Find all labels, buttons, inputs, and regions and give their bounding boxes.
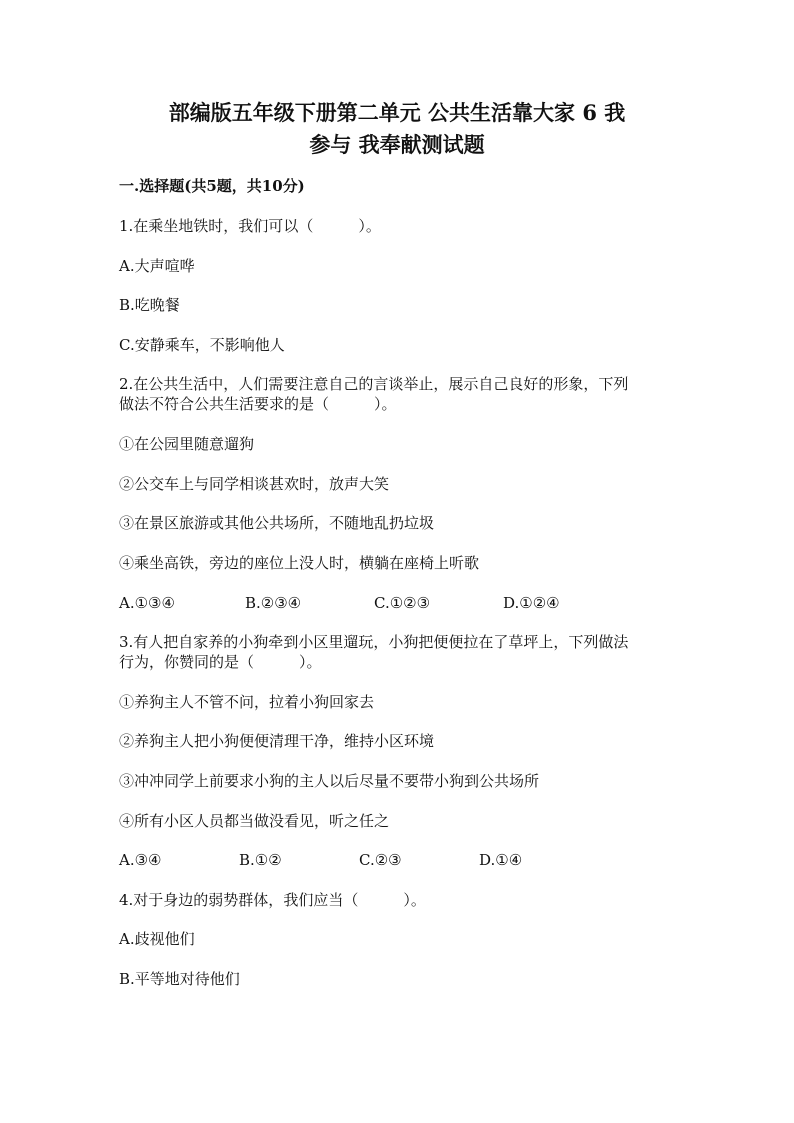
question-3-choice-d: D.①④	[479, 851, 523, 869]
question-1-stem: 1.在乘坐地铁时，我们可以（ ）。	[119, 217, 381, 235]
question-2-stem-line2: 做法不符合公共生活要求的是（ ）。	[119, 395, 397, 413]
question-2-choice-c: C.①②③	[374, 594, 431, 612]
question-3-item-3: ③冲冲同学上前要求小狗的主人以后尽量不要带小狗到公共场所	[119, 772, 540, 790]
question-3-stem-line1: 3.有人把自家养的小狗牵到小区里遛玩，小狗把便便拉在了草坪上，下列做法	[119, 633, 629, 651]
question-2-choice-a: A.①③④	[119, 594, 175, 612]
question-3-item-4: ④所有小区人员都当做没看见，听之任之	[119, 812, 390, 830]
question-2-item-2: ②公交车上与同学相谈甚欢时，放声大笑	[119, 475, 390, 493]
document-title-line2: 参与 我奉献测试题	[309, 132, 485, 157]
question-3-item-2: ②养狗主人把小狗便便清理干净，维持小区环境	[119, 732, 435, 750]
question-4-option-b: B.平等地对待他们	[119, 970, 240, 988]
question-2-stem-line1: 2.在公共生活中，人们需要注意自己的言谈举止，展示自己良好的形象，下列	[119, 375, 629, 393]
question-3-item-1: ①养狗主人不管不问，拉着小狗回家去	[119, 693, 375, 711]
section-header: 一.选择题(共5题，共10分)	[119, 177, 305, 195]
question-2-item-4: ④乘坐高铁，旁边的座位上没人时，横躺在座椅上听歌	[119, 554, 480, 572]
question-3-choice-a: A.③④	[119, 851, 162, 869]
question-2-item-1: ①在公园里随意遛狗	[119, 435, 255, 453]
question-2-choice-b: B.②③④	[245, 594, 302, 612]
question-4-option-a: A.歧视他们	[119, 930, 195, 948]
question-1-option-b: B.吃晚餐	[119, 296, 180, 314]
question-4-stem: 4.对于身边的弱势群体，我们应当（ ）。	[119, 891, 426, 909]
document-title-line1: 部编版五年级下册第二单元 公共生活靠大家 6 我	[168, 100, 626, 125]
question-1-option-c: C.安静乘车，不影响他人	[119, 336, 285, 354]
question-1-option-a: A.大声喧哗	[119, 257, 195, 275]
question-3-choice-b: B.①②	[239, 851, 282, 869]
question-2-item-3: ③在景区旅游或其他公共场所，不随地乱扔垃圾	[119, 514, 435, 532]
question-3-choice-c: C.②③	[359, 851, 402, 869]
question-2-choice-d: D.①②④	[503, 594, 560, 612]
question-3-stem-line2: 行为，你赞同的是（ ）。	[119, 653, 322, 671]
